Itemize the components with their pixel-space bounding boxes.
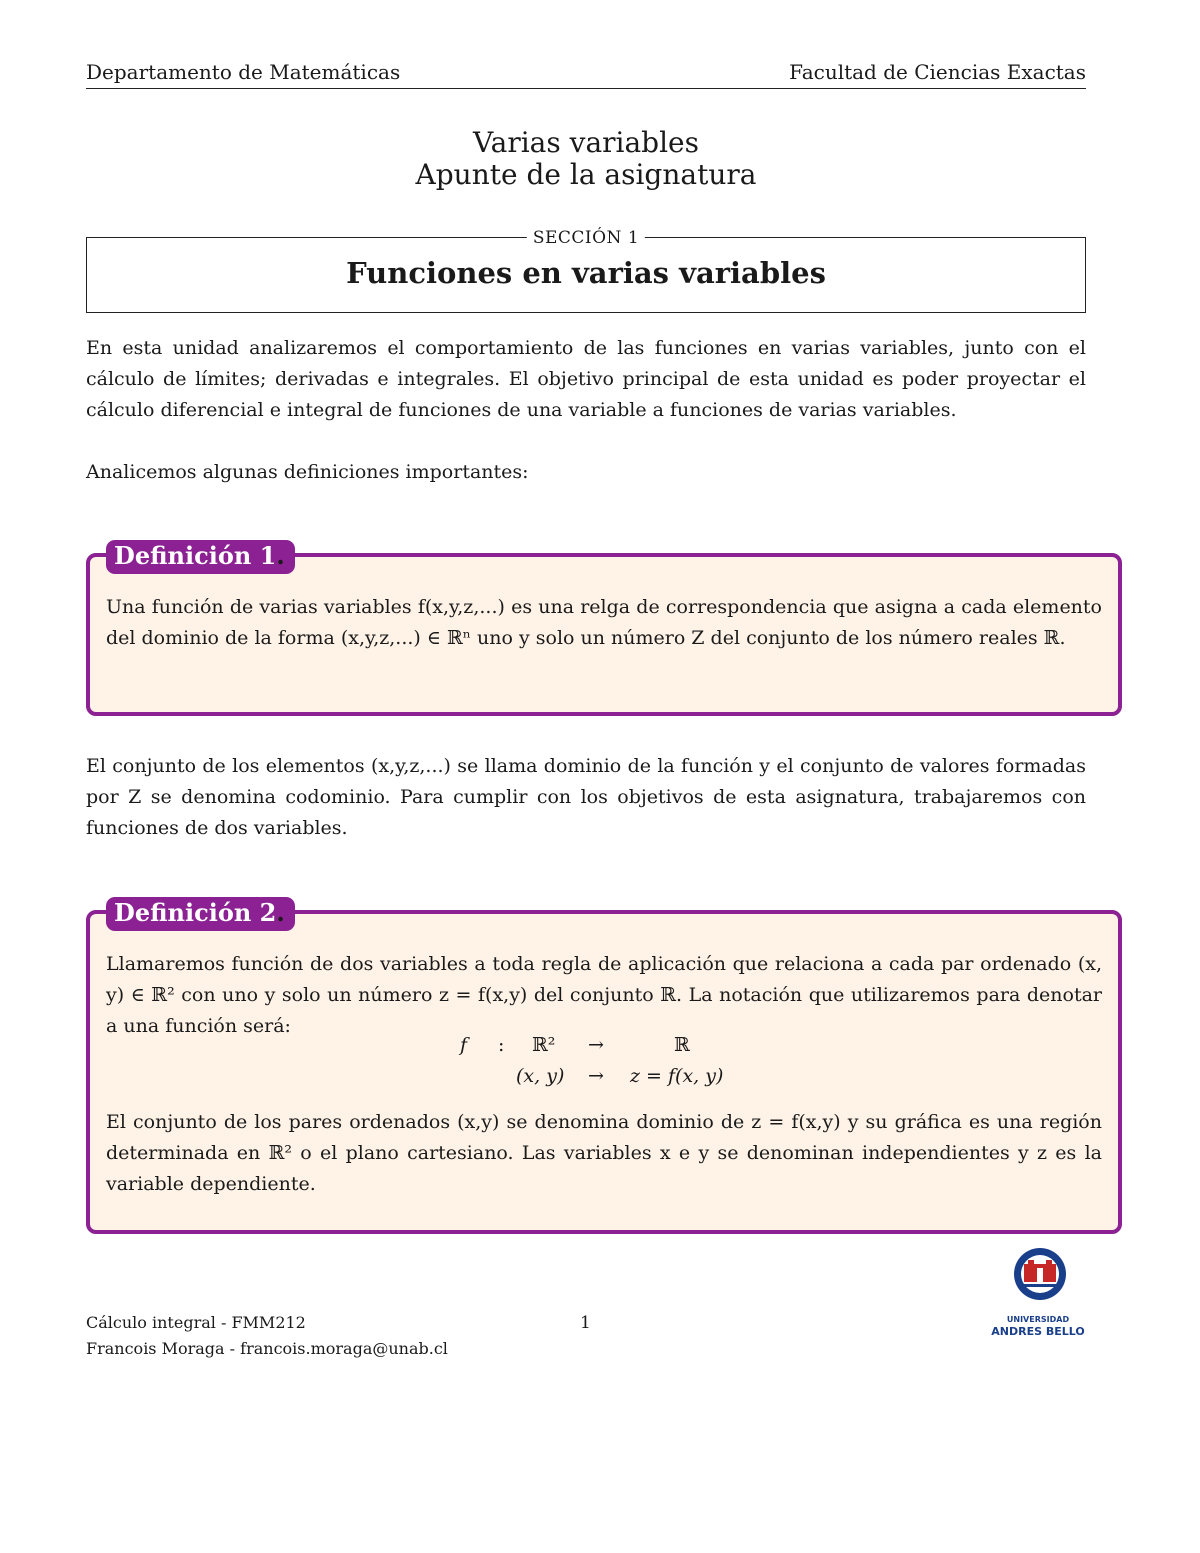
function-notation (460, 1034, 800, 1096)
definition-1-tag-label: Definición 1 (114, 541, 277, 570)
logo-caption-name: ANDRES BELLO (991, 1325, 1085, 1338)
notation-image: z = f(x, y) (630, 1065, 724, 1087)
notation-f: f (460, 1034, 468, 1056)
notation-pair: (x, y) (516, 1065, 565, 1087)
notation-arrow-1: → (588, 1034, 604, 1056)
definition-2-tag-label: Definición 2 (114, 898, 277, 927)
university-logo-caption (986, 1314, 1090, 1338)
intro-paragraph: En esta unidad analizaremos el comportamiento de las funciones en varias variables, junto con el cálculo de límites; derivadas e integrales. El objetivo principal de esta unidad es poder proyectar el cálculo diferencial e integral de funciones de una variable a funciones de varias variables. (86, 337, 1086, 421)
definition-1-text: Una función de varias variables f(x,y,z,...) es una relga de correspondencia que asigna a cada elemento del dominio de la forma (x,y,z,...) ∈ ℝⁿ uno y solo un número Z del conjunto de los número reales ℝ. (106, 596, 1102, 649)
notation-colon: : (498, 1034, 505, 1056)
header-divider (86, 88, 1086, 89)
definition-2-graph-text: El conjunto de los pares ordenados (x,y) se denomina dominio de z = f(x,y) y su gráfica es una región determinada en ℝ² o el plano cartesiano. Las variables x e y se denominan independientes y z es la variable dependiente. (106, 1111, 1102, 1195)
notation-row-1 (460, 1034, 800, 1065)
university-seal-icon (990, 1240, 1090, 1316)
page-number: 1 (580, 1313, 591, 1333)
definition-2-text: Llamaremos función de dos variables a toda regla de aplicación que relaciona a cada par ordenado (x, y) ∈ ℝ² con uno y solo un número z = f(x,y) del conjunto ℝ. La notación que utilizaremos para denotar a una función será: (106, 953, 1102, 1037)
footer-course: Cálculo integral - FMM212 (86, 1313, 306, 1332)
notation-codomain: ℝ (674, 1034, 690, 1056)
university-logo (990, 1240, 1090, 1338)
header-department: Departamento de Matemáticas (86, 60, 401, 84)
intro-lead: Analicemos algunas definiciones importantes: (86, 461, 529, 483)
definition-1-tag: Definición 1. (106, 540, 295, 574)
notation-row-2 (460, 1065, 800, 1096)
header-faculty: Facultad de Ciencias Exactas (789, 60, 1086, 84)
section-box (86, 228, 1086, 313)
domain-paragraph: El conjunto de los elementos (x,y,z,...) se llama dominio de la función y el conjunto de valores formadas por Z se denomina codominio. Para cumplir con los objetivos de esta asignatura, trabajaremos con funciones de dos variables. (86, 755, 1086, 839)
definition-2-box (86, 898, 1122, 1234)
definition-1-box (86, 541, 1122, 716)
definition-2-tag: Definición 2. (106, 897, 295, 931)
logo-caption-small: UNIVERSIDAD (1006, 1315, 1070, 1324)
document-title: Varias variables (472, 126, 699, 159)
document-subtitle: Apunte de la asignatura (415, 158, 757, 191)
section-title: Funciones en varias variables (346, 256, 826, 290)
section-label: SECCIÓN 1 (527, 228, 645, 248)
notation-arrow-2: → (588, 1065, 604, 1087)
notation-domain: ℝ² (532, 1034, 556, 1056)
footer-author: Francois Moraga - francois.moraga@unab.cl (86, 1339, 448, 1358)
